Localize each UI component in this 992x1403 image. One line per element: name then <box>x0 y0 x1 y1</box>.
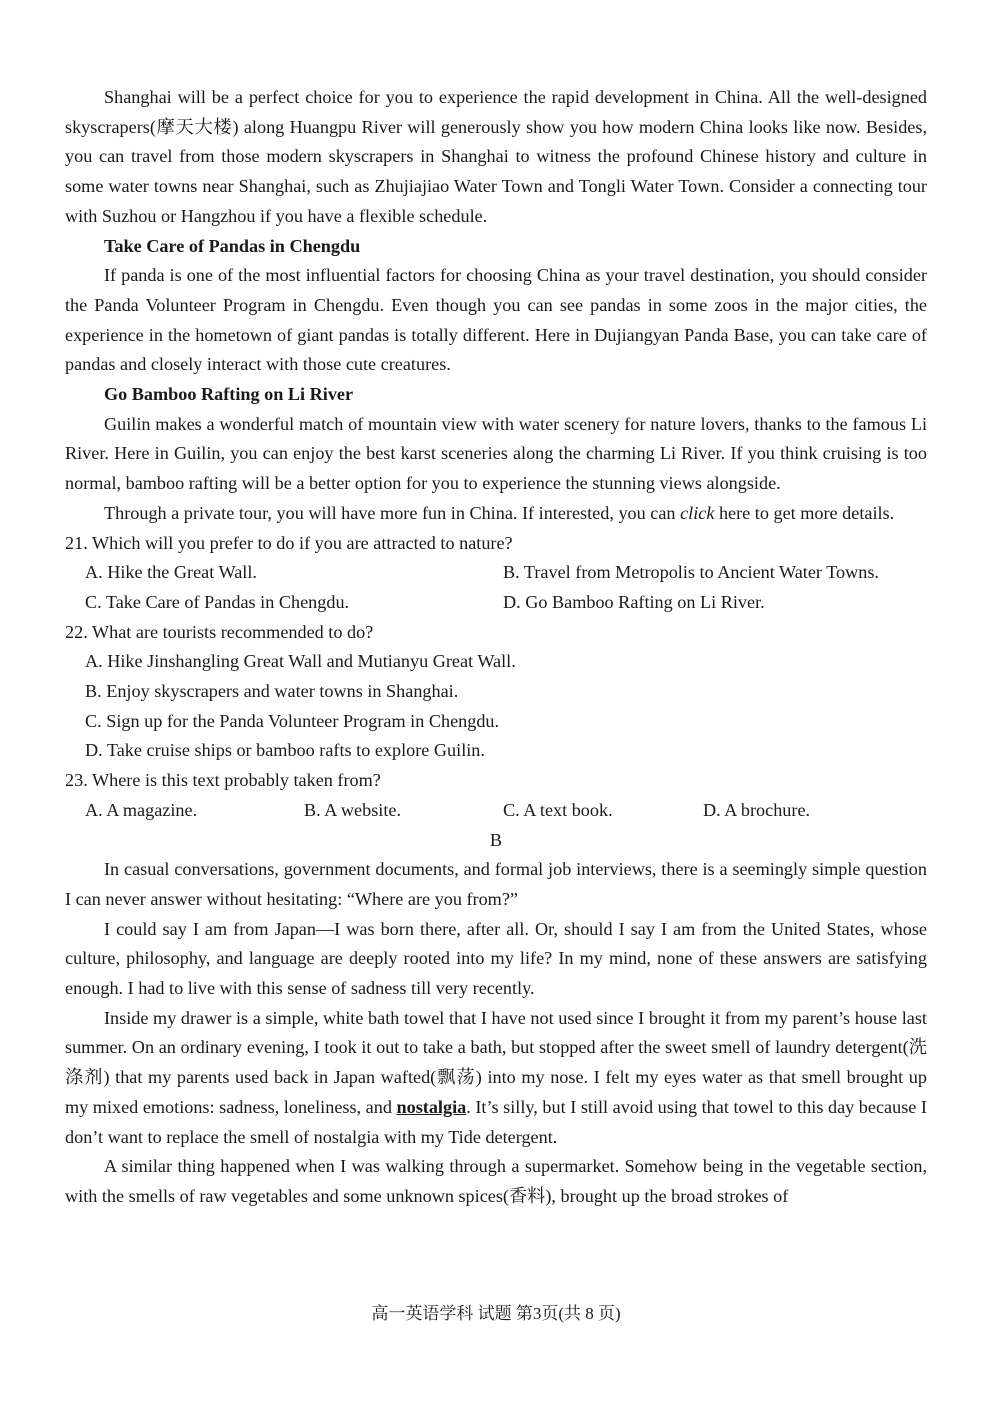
passage-b-paragraph-3 <box>65 1004 927 1153</box>
passage-b-paragraph-1: In casual conversations, government documents, and formal job interviews, there is a seemingly simple question I can never answer without hesitating: “Where are you from?” <box>65 859 927 909</box>
question-23-option-a: A. A magazine. <box>85 799 198 820</box>
page-footer: 高一英语学科 试题 第3页(共 8 页) <box>371 1304 621 1323</box>
underlined-word-nostalgia: nostalgia <box>396 1096 467 1117</box>
private-tour-text: Through a private tour, you will have more fun in China. If interested, you can <box>104 502 681 523</box>
private-tour-text-end: here to get more details. <box>714 502 895 523</box>
section-heading-pandas: Take Care of Pandas in Chengdu <box>104 235 361 256</box>
question-21-options-row-2 <box>65 588 927 618</box>
question-21-option-a: A. Hike the Great Wall. <box>85 562 257 583</box>
question-21-option-b: B. Travel from Metropolis to Ancient Water Towns. <box>503 562 879 583</box>
question-23-option-c: C. A text book. <box>503 799 613 820</box>
question-21-stem: 21. Which will you prefer to do if you are attracted to nature? <box>65 532 513 553</box>
paragraph-3-text-end: . It’s silly, but I still avoid using that towel to this day because I don’t want to replace the smell of nostalgia with my Tide detergent. <box>65 1096 927 1147</box>
section-heading-rafting: Go Bamboo Rafting on Li River <box>104 384 354 405</box>
question-21-option-d: D. Go Bamboo Rafting on Li River. <box>503 591 765 612</box>
click-link[interactable]: click <box>680 502 715 523</box>
question-23-options-row <box>65 796 927 826</box>
paragraph-pandas: If panda is one of the most influential factors for choosing China as your travel destination, you should consider the Panda Volunteer Program in Chengdu. Even though you can see pandas in some zoos in the major cities, the experience in the hometown of giant pandas is totally different. Here in Dujiangyan Panda Base, you can take care of pandas and closely interact with those cute creatures. <box>65 265 927 375</box>
question-22-option-a: A. Hike Jinshangling Great Wall and Mutianyu Great Wall. <box>85 651 516 672</box>
passage-b-paragraph-2: I could say I am from Japan—I was born there, after all. Or, should I say I am from the United States, whose culture, philosophy, and language are deeply rooted into my life? In my mind, none of these answers are satisfying enough. I had to live with this sense of sadness till very recently. <box>65 918 927 999</box>
page-content <box>65 83 927 1212</box>
paragraph-guilin: Guilin makes a wonderful match of mountain view with water scenery for nature lovers, thanks to the famous Li River. Here in Guilin, you can enjoy the best karst sceneries along the charming Li River. If you think cruising is too normal, bamboo rafting will be a better option for you to experience the stunning views alongside. <box>65 413 927 494</box>
question-21-option-c: C. Take Care of Pandas in Chengdu. <box>85 591 350 612</box>
paragraph-private-tour <box>65 499 927 529</box>
passage-b-paragraph-4: A similar thing happened when I was walking through a supermarket. Somehow being in the vegetable section, with the smells of raw vegetables and some unknown spices(香料), brought up the broad strokes of <box>65 1156 927 1206</box>
question-23-option-b: B. A website. <box>304 799 402 820</box>
passage-b-label: B <box>489 829 503 850</box>
question-22-option-b: B. Enjoy skyscrapers and water towns in Shanghai. <box>85 681 459 702</box>
question-22-stem: 22. What are tourists recommended to do? <box>65 621 374 642</box>
paragraph-3-text: Inside my drawer is a simple, white bath towel that I have not used since I brought it from my parent’s house last summer. On an ordinary evening, I took it out to take a bath, but stopped after the sweet smell of laundry detergent(洗涤剂) that my parents used back in Japan wafted(飘荡) into my nose. I felt my eyes water as that smell brought up my mixed emotions: sadness, loneliness, and <box>65 1007 927 1117</box>
question-22-option-d: D. Take cruise ships or bamboo rafts to explore Guilin. <box>85 740 485 761</box>
paragraph-shanghai: Shanghai will be a perfect choice for you to experience the rapid development in China. All the well-designed skyscrapers(摩天大楼) along Huangpu River will generously show you how modern China looks like now. Besides, you can travel from those modern skyscrapers in Shanghai to witness the profound Chinese history and culture in some water towns near Shanghai, such as Zhujiajiao Water Town and Tongli Water Town. Consider a connecting tour with Suzhou or Hangzhou if you have a flexible schedule. <box>65 87 927 226</box>
question-23-stem: 23. Where is this text probably taken from? <box>65 770 381 791</box>
question-21-options-row-1 <box>65 558 927 588</box>
question-22-option-c: C. Sign up for the Panda Volunteer Program in Chengdu. <box>85 710 500 731</box>
question-23-option-d: D. A brochure. <box>703 799 811 820</box>
